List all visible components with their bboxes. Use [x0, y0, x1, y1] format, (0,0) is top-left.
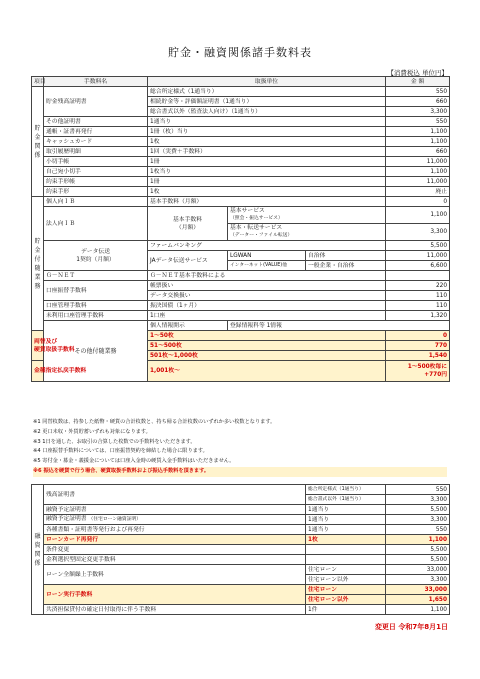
row-basis: 一般企業・自治体 [306, 261, 386, 271]
row-amount: 660 [386, 97, 450, 107]
row-amount [386, 271, 450, 281]
row-amount: 11,000 [386, 157, 450, 167]
note-item: ※4 口座振替手数料については、口座振替契約を締結した場合に限ります。 [33, 448, 208, 455]
row-basis: 1冊 [148, 177, 386, 187]
row-name: 条件変更 [44, 545, 306, 555]
row-amount: 110 [386, 291, 450, 301]
row-basis [306, 555, 386, 565]
header-basis: 取扱単位 [148, 77, 386, 87]
row-name [32, 331, 75, 361]
row-basis: 1通当り [306, 525, 386, 535]
row-name: キャッシュカード [44, 137, 148, 147]
row-name: 共済担保貸付の確定日付取得に伴う手数料 [44, 605, 306, 615]
row-basis: 住宅ローン以外 [306, 575, 386, 585]
row-basis: LGWAN [228, 251, 306, 261]
row-amount: 550 [386, 87, 450, 97]
row-name: 法人向ＩＢ [44, 207, 148, 241]
note-item: ※2 更口未収・外貨貯蓄いずれも対象になります。 [33, 428, 151, 435]
table-header [32, 77, 450, 87]
row-amount: 550 [386, 485, 450, 495]
row-basis: Ｇ－ＮＥＴ基本手数料による [148, 271, 386, 281]
row-amount: 660 [386, 147, 450, 157]
row-basis: 1回（実費＋手数料） [148, 147, 386, 157]
row-name: 各種書類・証明書等発行および再発行 [44, 525, 306, 535]
row-basis: 登録情報科等 1情報 [228, 321, 450, 331]
row-amount: 3,300 [386, 224, 450, 241]
row-basis [228, 207, 386, 224]
row-basis: 501枚～1,000枚 [148, 351, 386, 361]
row-basis [306, 545, 386, 555]
row-basis: 住宅ローン [306, 565, 386, 575]
row-amount: 3,300 [386, 495, 450, 505]
row-basis: 基本手数料（月額） [148, 197, 386, 207]
row-name: 金利選択型固定変更手数料 [44, 555, 306, 565]
exchange-label-2: 硬貨取扱手数料 [34, 346, 75, 353]
row-amount: 550 [386, 117, 450, 127]
row-basis: インターネット(VALUE)他 [228, 261, 306, 271]
row-basis: 1～50枚 [148, 331, 386, 341]
row-amount: 550 [386, 525, 450, 535]
row-name: 通帳・証書再発行 [44, 127, 148, 137]
row-amount: 220 [386, 281, 450, 291]
row-basis: 住宅ローン [306, 585, 386, 595]
note-item: ※3 1日を通した、お取引の合算した枚数での手数料をいただきます。 [33, 438, 196, 445]
header-category: 項目 [32, 77, 44, 87]
row-amount: 1,540 [386, 351, 450, 361]
row-name: Ｇ－ＮＥＴ [44, 271, 148, 281]
row-amount: 1,100 [386, 167, 450, 177]
row-name: 取引履歴明細 [44, 147, 148, 157]
row-basis: 自治体 [306, 251, 386, 261]
category-savings: 貯金関係 [32, 87, 44, 197]
data-label: データ伝送 [81, 248, 110, 255]
row-basis: 1件 [306, 605, 386, 615]
row-name: 小切手帳 [44, 157, 148, 167]
row-basis: 総合所定様式（1通当り） [148, 87, 386, 97]
row-basis [228, 224, 386, 241]
row-basis: 1,001枚～ [148, 361, 386, 382]
row-basis: JAデータ伝送サービス [148, 251, 228, 271]
row-name: 約束手形帳 [44, 177, 148, 187]
row-amount: 0 [386, 197, 450, 207]
row-basis: 相続貯金等・評価額証明書（1通当り） [148, 97, 386, 107]
header-amount: 金 額 [386, 77, 450, 87]
row-amount: 33,000 [386, 565, 450, 575]
row-name: 未利用口座管理手数料 [44, 311, 148, 321]
page-title: 貯金・融資関係諸手数料表 [168, 46, 312, 59]
row-amount: 33,000 [386, 585, 450, 595]
row-amount: 110 [386, 301, 450, 311]
row-amount: 1,650 [386, 595, 450, 605]
corp-ib-monthly: （月額） [175, 224, 200, 231]
row-name: その他証明書 [44, 117, 148, 127]
row-amount: 廃止 [386, 187, 450, 197]
row-amount: 1,320 [386, 311, 450, 321]
row-amount [386, 361, 450, 382]
category-loans: 融資関係 [32, 485, 44, 615]
row-amount: 3,300 [386, 107, 450, 117]
row-name: ローン全額繰上手数料 [44, 565, 306, 585]
row-amount: 0 [386, 331, 450, 341]
exchange-label: 両替及び [34, 338, 58, 345]
data-sub: 1契約（月額） [76, 256, 115, 263]
row-amount: 3,300 [386, 515, 450, 525]
row-basis: 1枚 [148, 137, 386, 147]
row-basis: ファームバンキング [148, 241, 386, 251]
note-alert: ※6 振込を硬貨で行う場合、硬貨取扱手数料および振込手数料を頂きます。 [33, 467, 447, 477]
row-name: 口座振替手数料 [44, 281, 148, 301]
corp-ib-basic: 基本手数料 [173, 216, 202, 223]
row-name: 融資予定証明書 [44, 505, 306, 515]
row-amount: 770 [386, 341, 450, 351]
row-basis [148, 207, 228, 241]
row-amount: 5,500 [386, 505, 450, 515]
row-name: 個人情報開示 [148, 321, 228, 331]
row-amount: 1,100 [386, 605, 450, 615]
row-basis: 1口座 [148, 311, 386, 321]
row-name: 約束手形 [44, 187, 148, 197]
row-amount: 5,500 [386, 241, 450, 251]
row-basis: 51～500枚 [148, 341, 386, 351]
row-basis: 振決国債（1ヶ月） [148, 301, 386, 311]
row-basis: 1冊（枚）当り [148, 127, 386, 137]
row-amount: 6,600 [386, 261, 450, 271]
service-label: 基本・転送サービス [230, 225, 283, 231]
row-basis: 総合書式以外（1通当り） [306, 495, 386, 505]
service-sub: （照会・振込サービス） [230, 216, 283, 221]
note-item: ※1 同替枚数は、持参した紙幣・硬貨の合計枚数と、持ち帰る合計枚数のいずれか多い枚数となります。 [33, 419, 276, 425]
row-basis: 総合所定様式（1通当り） [306, 485, 386, 495]
row-name: ローン実行手数料 [44, 585, 306, 605]
plan-cert-sub: （住宅ローン融資証明） [88, 517, 142, 522]
unit-note: 【消費税込 単位円】 [387, 69, 448, 77]
row-name: 貯金残高証明書 [44, 87, 148, 117]
designated-amount-2: +770円 [424, 372, 448, 378]
row-name: 金種指定払戻手数料 [32, 361, 44, 382]
service-sub: （データー・ファイル転送） [230, 233, 293, 238]
note-item: ※5 寄付金・募金・義援金については口座入金時の硬貨入金手数料はいただきません。 [33, 458, 235, 465]
row-basis: 総合書式以外（監査法人向け）（1通当り） [148, 107, 386, 117]
designated-amount-1: 1～500枚毎に [407, 364, 448, 370]
row-amount: 11,000 [386, 251, 450, 261]
row-basis: 1枚 [148, 187, 386, 197]
row-name: 口座管理手数料 [44, 301, 148, 311]
row-amount: 1,100 [386, 535, 450, 545]
row-amount: 1,100 [386, 127, 450, 137]
row-basis: 1通当り [148, 117, 386, 127]
row-basis: 1枚当り [148, 167, 386, 177]
row-amount: 1,100 [386, 207, 450, 224]
row-amount: 5,500 [386, 545, 450, 555]
row-basis: 1通当り [306, 515, 386, 525]
row-amount: 11,000 [386, 177, 450, 187]
row-amount: 3,300 [386, 575, 450, 585]
row-name: 自己宛小切手 [44, 167, 148, 177]
row-name [44, 241, 148, 271]
row-name: 個人向ＩＢ [44, 197, 148, 207]
category-misc: その他付随業務 [44, 321, 148, 382]
row-amount: 5,500 [386, 555, 450, 565]
plan-cert-label: 融資予定証明書 [46, 516, 87, 522]
category-ancillary: 貯金付随業務 [32, 197, 44, 331]
row-name [44, 515, 306, 525]
row-basis: 帳票扱い [148, 281, 386, 291]
row-basis: 住宅ローン以外 [306, 595, 386, 605]
header-name: 手数料名 [44, 77, 148, 87]
row-name: 残高証明書 [44, 485, 306, 505]
row-basis: 1通当り [306, 505, 386, 515]
row-basis: 1枚 [306, 535, 386, 545]
row-basis: データ交換扱い [148, 291, 386, 301]
row-amount: 1,100 [386, 137, 450, 147]
notes [33, 418, 447, 477]
revision-date: 変更日 令和7年8月1日 [374, 623, 448, 631]
fee-table-savings [31, 76, 450, 382]
row-name: ローンカード再発行 [44, 535, 306, 545]
service-label: 基本サービス [230, 208, 265, 214]
row-basis: 1冊 [148, 157, 386, 167]
fee-table-loans [31, 484, 450, 615]
